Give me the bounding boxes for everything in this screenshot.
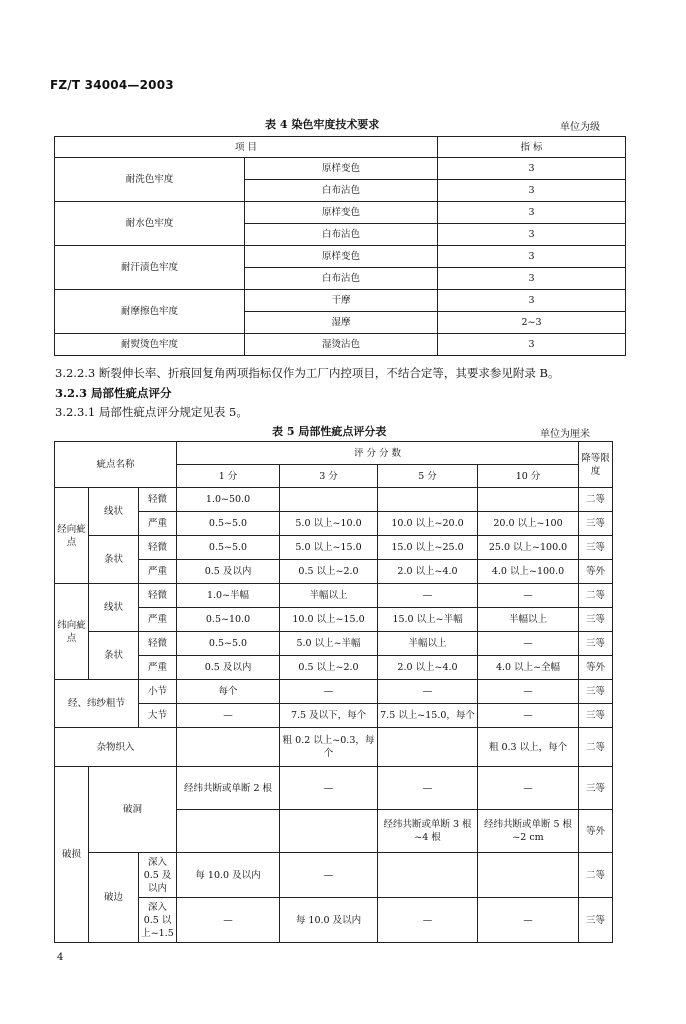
item-label: 原样变色 [245, 246, 438, 268]
score-cell: 0.5 以上~2.0 [280, 656, 378, 680]
table-row [55, 704, 613, 728]
table-row [55, 898, 613, 943]
grade-cell: 三等 [579, 704, 613, 728]
group-label: 耐洗色牢度 [55, 158, 245, 202]
score-cell: — [280, 853, 378, 898]
item-value: 3 [438, 268, 626, 290]
table5-caption: 表 5 局部性疵点评分表 [272, 425, 387, 438]
table-row [55, 560, 613, 584]
score-cell: — [378, 898, 478, 943]
damage-label: 破损 [55, 767, 89, 943]
score-cell: 0.5 及以内 [177, 560, 280, 584]
severity-severe: 严重 [139, 560, 177, 584]
table-row [55, 512, 613, 536]
grade-cell: 二等 [579, 488, 613, 512]
score-cell: 4.0 以上~全幅 [478, 656, 579, 680]
score-cell: 15.0 以上~25.0 [378, 536, 478, 560]
big-slub-label: 大节 [139, 704, 177, 728]
item-value: 3 [438, 246, 626, 268]
item-label: 白布沾色 [245, 224, 438, 246]
defect-score-table [54, 441, 613, 943]
table-row [55, 656, 613, 680]
header-score-5: 5 分 [378, 465, 478, 488]
score-cell: 粗 0.2 以上~0.3，每个 [280, 728, 378, 767]
table4-caption: 表 4 染色牢度技术要求 [265, 118, 380, 131]
table4-unit: 单位为级 [560, 122, 600, 133]
score-cell: 经纬共断或单断 5 根~2 cm [478, 810, 579, 853]
table-row [55, 536, 613, 560]
paragraph-3-2-3-1: 3.2.3.1 局部性疵点评分规定见表 5。 [55, 405, 248, 419]
score-cell: 经纬共断或单断 2 根 [177, 767, 280, 810]
header-defect-name: 疵点名称 [55, 442, 177, 488]
score-cell: 经纬共断或单断 3 根~4 根 [378, 810, 478, 853]
score-cell: — [378, 584, 478, 608]
depth-label: 深入 0.5 以上~1.5 [139, 898, 177, 943]
severity-severe: 严重 [139, 608, 177, 632]
header-score-10: 10 分 [478, 465, 579, 488]
score-cell: 10.0 以上~15.0 [280, 608, 378, 632]
score-cell: 半幅以上 [478, 608, 579, 632]
table-row [55, 488, 613, 512]
table-row [55, 767, 613, 810]
score-cell: 0.5 以上~2.0 [280, 560, 378, 584]
grade-cell: 二等 [579, 728, 613, 767]
grade-cell: 二等 [579, 584, 613, 608]
score-cell: 20.0 以上~100 [478, 512, 579, 536]
line-label: 线状 [89, 488, 139, 536]
grade-cell: 二等 [579, 853, 613, 898]
dye-fastness-table [54, 136, 626, 356]
score-cell: 每 10.0 及以内 [280, 898, 378, 943]
score-cell [378, 728, 478, 767]
score-cell [177, 810, 280, 853]
standard-id: FZ/T 34004—2003 [50, 78, 174, 92]
paragraph-3-2-2-3: 3.2.2.3 断裂伸长率、折痕回复角两项指标仅作为工厂内控项目，不结合定等，其要求参见附录 B。 [55, 366, 560, 380]
header-score-1: 1 分 [177, 465, 280, 488]
table-row [55, 158, 626, 180]
table-row [55, 202, 626, 224]
foreign-matter-label: 杂物织入 [55, 728, 177, 767]
item-value: 3 [438, 224, 626, 246]
score-cell: 15.0 以上~半幅 [378, 608, 478, 632]
group-label: 耐摩擦色牢度 [55, 290, 245, 334]
table-row [55, 608, 613, 632]
score-cell [478, 488, 579, 512]
score-cell: — [478, 704, 579, 728]
score-cell: — [478, 898, 579, 943]
grade-cell: 三等 [579, 608, 613, 632]
item-label: 湿摩 [245, 312, 438, 334]
score-cell: 粗 0.3 以上，每个 [478, 728, 579, 767]
header-score: 评 分 分 数 [177, 442, 579, 465]
item-value: 3 [438, 334, 626, 356]
item-value: 3 [438, 290, 626, 312]
table-header-row [55, 442, 613, 465]
score-cell: — [378, 680, 478, 704]
score-cell: 5.0 以上~15.0 [280, 536, 378, 560]
slub-label: 经、纬纱粗节 [55, 680, 139, 728]
score-cell: — [478, 632, 579, 656]
score-cell: — [378, 767, 478, 810]
score-cell: 每 10.0 及以内 [177, 853, 280, 898]
table-row [55, 632, 613, 656]
table-header-row [55, 137, 626, 158]
score-cell [378, 853, 478, 898]
header-item: 项 目 [55, 137, 438, 158]
header-index: 指 标 [438, 137, 626, 158]
item-label: 白布沾色 [245, 268, 438, 290]
score-cell: — [478, 767, 579, 810]
grade-cell: 三等 [579, 767, 613, 810]
score-cell: 5.0 以上~10.0 [280, 512, 378, 536]
table-row [55, 584, 613, 608]
table-row [55, 853, 613, 898]
score-cell: 半幅以上 [378, 632, 478, 656]
score-cell [378, 488, 478, 512]
severity-severe: 严重 [139, 656, 177, 680]
severity-light: 轻微 [139, 488, 177, 512]
score-cell: 7.5 以上~15.0，每个 [378, 704, 478, 728]
score-cell: 25.0 以上~100.0 [478, 536, 579, 560]
score-cell [478, 853, 579, 898]
small-slub-label: 小节 [139, 680, 177, 704]
header-grade: 降等限度 [579, 442, 613, 488]
score-cell [177, 728, 280, 767]
table-row [55, 290, 626, 312]
score-cell [280, 810, 378, 853]
score-cell: 0.5~5.0 [177, 512, 280, 536]
score-cell [280, 488, 378, 512]
strip-label: 条状 [89, 632, 139, 680]
edge-label: 破边 [89, 853, 139, 943]
header-score-3: 3 分 [280, 465, 378, 488]
page-number: 4 [57, 952, 64, 963]
strip-label: 条状 [89, 536, 139, 584]
weft-defect-label: 纬向疵点 [55, 584, 89, 680]
group-label: 耐汗渍色牢度 [55, 246, 245, 290]
item-value: 3 [438, 180, 626, 202]
score-cell: 1.0~50.0 [177, 488, 280, 512]
score-cell: 5.0 以上~半幅 [280, 632, 378, 656]
table-row [55, 334, 626, 356]
item-label: 干摩 [245, 290, 438, 312]
grade-cell: 三等 [579, 680, 613, 704]
item-value: 2~3 [438, 312, 626, 334]
section-heading-3-2-3: 3.2.3 局部性疵点评分 [55, 386, 172, 400]
grade-cell: 三等 [579, 512, 613, 536]
item-value: 3 [438, 158, 626, 180]
score-cell: — [177, 704, 280, 728]
score-cell: 0.5 及以内 [177, 656, 280, 680]
severity-light: 轻微 [139, 584, 177, 608]
score-cell: 0.5~5.0 [177, 632, 280, 656]
score-cell: 0.5~5.0 [177, 536, 280, 560]
grade-cell: 等外 [579, 810, 613, 853]
score-cell: 每个 [177, 680, 280, 704]
item-label: 白布沾色 [245, 180, 438, 202]
group-label: 耐水色牢度 [55, 202, 245, 246]
item-label: 原样变色 [245, 202, 438, 224]
grade-cell: 三等 [579, 898, 613, 943]
score-cell: 0.5~10.0 [177, 608, 280, 632]
table-row [55, 246, 626, 268]
warp-defect-label: 经向疵点 [55, 488, 89, 584]
score-cell: 4.0 以上~100.0 [478, 560, 579, 584]
score-cell: — [280, 680, 378, 704]
hole-label: 破洞 [89, 767, 177, 853]
item-label: 湿烫沾色 [245, 334, 438, 356]
score-cell: 10.0 以上~20.0 [378, 512, 478, 536]
severity-light: 轻微 [139, 632, 177, 656]
table5-unit: 单位为厘米 [540, 429, 590, 440]
score-cell: — [280, 767, 378, 810]
score-cell: — [478, 680, 579, 704]
item-value: 3 [438, 202, 626, 224]
grade-cell: 三等 [579, 632, 613, 656]
grade-cell: 等外 [579, 656, 613, 680]
score-cell: 2.0 以上~4.0 [378, 656, 478, 680]
severity-light: 轻微 [139, 536, 177, 560]
score-cell: 1.0~半幅 [177, 584, 280, 608]
grade-cell: 等外 [579, 560, 613, 584]
depth-label: 深入 0.5 及以内 [139, 853, 177, 898]
item-label: 原样变色 [245, 158, 438, 180]
score-cell: 7.5 及以下，每个 [280, 704, 378, 728]
line-label: 线状 [89, 584, 139, 632]
table-row [55, 728, 613, 767]
score-cell: — [177, 898, 280, 943]
table-row [55, 680, 613, 704]
score-cell: — [478, 584, 579, 608]
score-cell: 半幅以上 [280, 584, 378, 608]
group-label: 耐熨烫色牢度 [55, 334, 245, 356]
severity-severe: 严重 [139, 512, 177, 536]
grade-cell: 三等 [579, 536, 613, 560]
score-cell: 2.0 以上~4.0 [378, 560, 478, 584]
